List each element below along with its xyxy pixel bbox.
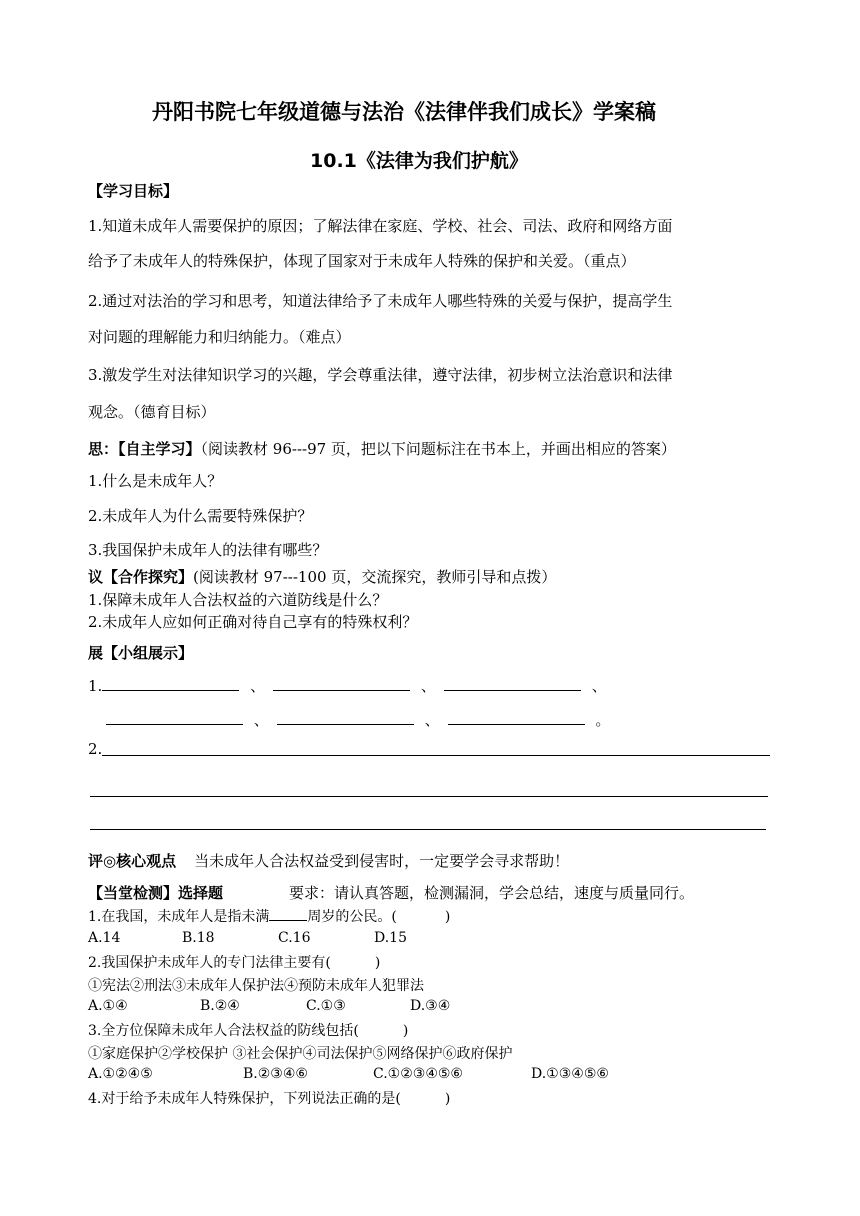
paren-close: )	[402, 1023, 409, 1039]
cooperation-question-2: 2.未成年人应如何正确对待自己享有的特殊权利？	[88, 613, 418, 631]
question-2-options	[88, 998, 450, 1014]
core-viewpoint-line	[88, 850, 569, 871]
answer-1-number: 1.	[88, 677, 103, 695]
answer-blank[interactable]	[269, 906, 307, 921]
paren-close: )	[444, 1091, 451, 1107]
self-study-note: （阅读教材 96---97 页，把以下问题标注在书本上，并画出相应的答案）	[200, 440, 676, 458]
question-4	[88, 1088, 450, 1108]
option-a[interactable]: A.14	[88, 930, 121, 946]
question-1-options	[88, 930, 407, 946]
option-a[interactable]: A.①②④⑤	[88, 1066, 153, 1082]
answer-2-line-2[interactable]	[90, 796, 768, 797]
test-header-line	[88, 882, 694, 903]
answer-2-line-3[interactable]	[90, 829, 766, 830]
separator: 、	[253, 711, 269, 729]
question-1-text-2: 周岁的公民。(	[307, 909, 397, 925]
self-study-line	[88, 438, 676, 459]
option-d[interactable]: D.③④	[410, 998, 451, 1014]
display-answer-1-row-1	[88, 675, 607, 696]
self-study-question-1: 1.什么是未成年人？	[88, 472, 223, 490]
test-requirement: 要求：请认真答题，检测漏洞，学会总结，速度与质量同行。	[289, 884, 695, 902]
separator: 、	[420, 677, 436, 695]
answer-blank[interactable]	[102, 676, 239, 691]
objectives-heading: 【学习目标】	[88, 182, 179, 200]
self-study-question-3: 3.我国保护未成年人的法律有哪些？	[88, 541, 328, 559]
answer-blank[interactable]	[277, 710, 414, 725]
period: 。	[595, 711, 611, 729]
question-1	[88, 906, 450, 926]
self-study-heading: 思：【自主学习】	[88, 440, 201, 458]
answer-blank[interactable]	[273, 676, 410, 691]
answer-blank[interactable]	[106, 710, 243, 725]
question-2-text: 2.我国保护未成年人的专门法律主要有(	[88, 955, 331, 971]
question-4-text: 4.对于给予未成年人特殊保护，下列说法正确的是(	[88, 1091, 401, 1107]
objective-2-line-1: 2.通过对法治的学习和思考，知道法律给予了未成年人哪些特殊的关爱与保护，提高学生	[88, 292, 673, 310]
document-title: 丹阳书院七年级道德与法治《法律伴我们成长》学案稿	[152, 100, 656, 124]
test-heading: 【当堂检测】选择题	[88, 884, 224, 902]
option-b[interactable]: B.②③④⑥	[243, 1066, 308, 1082]
self-study-question-2: 2.未成年人为什么需要特殊保护？	[88, 507, 313, 525]
option-b[interactable]: B.②④	[200, 998, 240, 1014]
lesson-subtitle: 10.1《法律为我们护航》	[310, 150, 528, 172]
objective-1-line-1: 1.知道未成年人需要保护的原因；了解法律在家庭、学校、社会、司法、政府和网络方面	[88, 217, 673, 235]
objective-1-line-2: 给予了未成年人的特殊保护，体现了国家对于未成年人特殊的保护和关爱。（重点）	[88, 252, 636, 270]
separator: 、	[250, 677, 266, 695]
cooperation-line	[88, 566, 556, 587]
paren-close: )	[374, 955, 381, 971]
objective-3-line-1: 3.激发学生对法律知识学习的兴趣，学会尊重法律，遵守法律，初步树立法治意识和法律	[88, 366, 673, 384]
core-viewpoint-text: 当未成年人合法权益受到侵害时，一定要学会寻求帮助！	[194, 852, 570, 870]
question-3-text: 3.全方位保障未成年人合法权益的防线包括(	[88, 1023, 359, 1039]
answer-2-line-1[interactable]	[102, 755, 770, 756]
answer-blank[interactable]	[448, 710, 585, 725]
option-a[interactable]: A.①④	[88, 998, 128, 1014]
question-2-items: ①宪法②刑法③未成年人保护法④预防未成年人犯罪法	[88, 978, 424, 994]
core-viewpoint-heading: 评◎核心观点	[88, 852, 177, 870]
question-2	[88, 952, 380, 972]
paren-close: )	[444, 909, 451, 925]
question-3-options	[88, 1066, 609, 1082]
option-c[interactable]: C.①②③④⑤⑥	[373, 1066, 463, 1082]
answer-2-number: 2.	[88, 740, 103, 758]
separator: 、	[591, 677, 607, 695]
objective-3-line-2: 观念。（德育目标）	[88, 403, 216, 421]
display-answer-1-row-2	[106, 709, 610, 730]
display-heading: 展【小组展示】	[88, 644, 194, 662]
separator: 、	[424, 711, 440, 729]
option-b[interactable]: B.18	[182, 930, 215, 946]
objective-2-line-2: 对问题的理解能力和归纳能力。（难点）	[88, 328, 351, 346]
question-3	[88, 1020, 408, 1040]
option-c[interactable]: C.①③	[306, 998, 346, 1014]
question-3-items: ①家庭保护②学校保护 ③社会保护④司法保护⑤网络保护⑥政府保护	[88, 1046, 513, 1062]
answer-blank[interactable]	[444, 676, 581, 691]
option-c[interactable]: C.16	[278, 930, 311, 946]
question-1-text: 1.在我国，未成年人是指未满	[88, 909, 270, 925]
cooperation-note: (阅读教材 97---100 页，交流探究，教师引导和点拨）	[193, 568, 557, 586]
option-d[interactable]: D.15	[374, 930, 407, 946]
option-d[interactable]: D.①③④⑤⑥	[531, 1066, 609, 1082]
cooperation-question-1: 1.保障未成年人合法权益的六道防线是什么？	[88, 591, 388, 609]
cooperation-heading: 议【合作探究】	[88, 568, 194, 586]
